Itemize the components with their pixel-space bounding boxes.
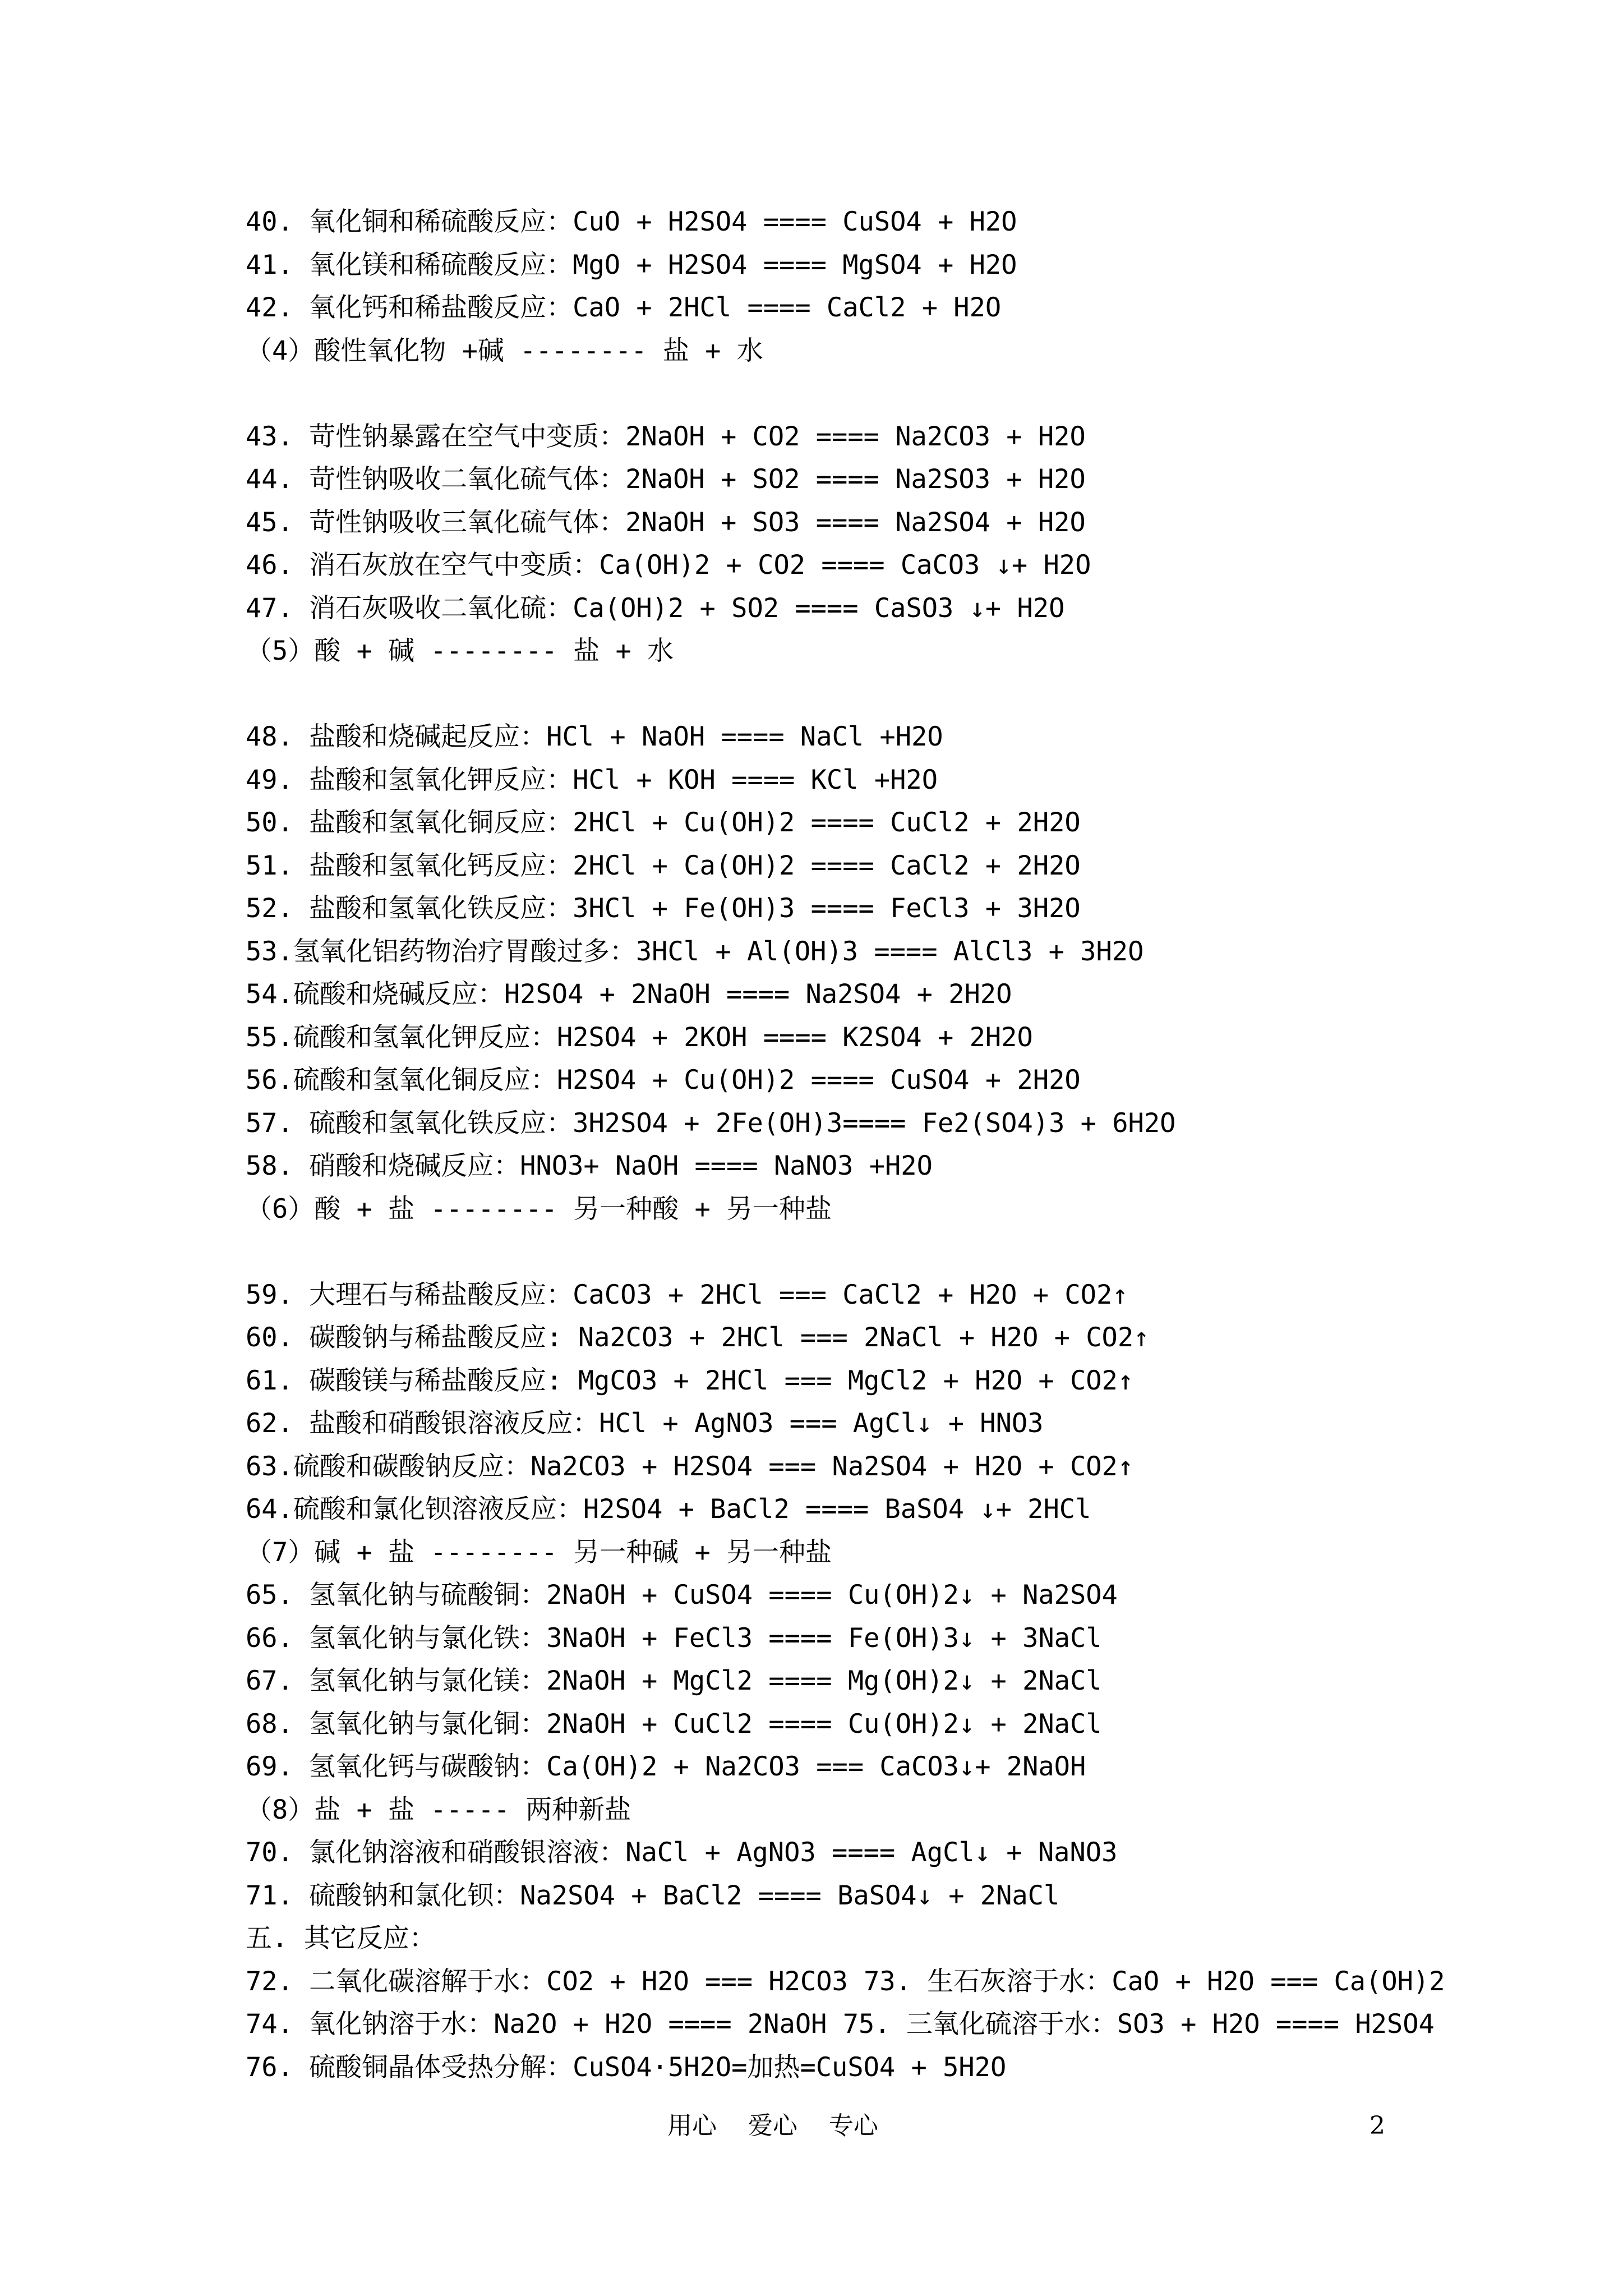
text-line: 66. 氢氧化钠与氯化铁：3NaOH + FeCl3 ==== Fe(OH)3↓ + 3NaCl bbox=[246, 1622, 1102, 1654]
text-line: （5）酸 + 碱 -------- 盐 + 水 bbox=[246, 636, 674, 666]
text-line: 48. 盐酸和烧碱起反应：HCl + NaOH ==== NaCl +H2O bbox=[246, 721, 943, 752]
text-line: 57. 硫酸和氢氧化铁反应：3H2SO4 + 2Fe(OH)3==== Fe2(SO4)3 + 6H2O bbox=[246, 1107, 1176, 1139]
blank-line bbox=[246, 372, 1423, 416]
text-line: 52. 盐酸和氢氧化铁反应：3HCl + Fe(OH)3 ==== FeCl3 + 3H2O bbox=[246, 893, 1081, 924]
text-line: 72. 二氧化碳溶解于水：CO2 + H2O === H2CO3 73. 生石灰溶于水：CaO + H2O === Ca(OH)2 bbox=[246, 1966, 1445, 1997]
text-line: 44. 苛性钠吸收二氧化硫气体：2NaOH + SO2 ==== Na2SO3 + H2O bbox=[246, 464, 1086, 495]
text-line: 43. 苛性钠暴露在空气中变质：2NaOH + CO2 ==== Na2CO3 + H2O bbox=[246, 421, 1086, 452]
text-line: 五. 其它反应： bbox=[246, 1923, 436, 1954]
text-line: 41. 氧化镁和稀硫酸反应：MgO + H2SO4 ==== MgSO4 + H2O bbox=[246, 249, 1017, 280]
text-line: 61. 碳酸镁与稀盐酸反应: MgCO3 + 2HCl === MgCl2 + H2O + CO2↑ bbox=[246, 1365, 1134, 1396]
text-line: 65. 氢氧化钠与硫酸铜：2NaOH + CuSO4 ==== Cu(OH)2↓ + Na2SO4 bbox=[246, 1580, 1118, 1611]
text-line: 63.硫酸和碳酸钠反应：Na2CO3 + H2SO4 === Na2SO4 + H2O + CO2↑ bbox=[246, 1451, 1134, 1482]
text-line: 54.硫酸和烧碱反应：H2SO4 + 2NaOH ==== Na2SO4 + 2H2O bbox=[246, 979, 1012, 1010]
text-line: （7）碱 + 盐 -------- 另一种碱 + 另一种盐 bbox=[246, 1536, 832, 1568]
text-line: 55.硫酸和氢氧化钾反应：H2SO4 + 2KOH ==== K2SO4 + 2H2O bbox=[246, 1022, 1033, 1053]
text-line: （6）酸 + 盐 -------- 另一种酸 + 另一种盐 bbox=[246, 1193, 832, 1225]
text-line: 47. 消石灰吸收二氧化硫：Ca(OH)2 + SO2 ==== CaSO3 ↓+ H2O bbox=[246, 592, 1065, 624]
page-footer bbox=[0, 2109, 1623, 2143]
equation-list bbox=[246, 201, 1445, 2089]
text-line: 68. 氢氧化钠与氯化铜：2NaOH + CuCl2 ==== Cu(OH)2↓ + 2NaCl bbox=[246, 1708, 1102, 1740]
text-line: 59. 大理石与稀盐酸反应：CaCO3 + 2HCl === CaCl2 + H2O + CO2↑ bbox=[246, 1279, 1128, 1310]
text-line: 53.氢氧化铝药物治疗胃酸过多：3HCl + Al(OH)3 ==== AlCl3 + 3H2O bbox=[246, 936, 1144, 967]
text-line: 45. 苛性钠吸收三氧化硫气体：2NaOH + SO3 ==== Na2SO4 + H2O bbox=[246, 507, 1086, 538]
text-line: 71. 硫酸钠和氯化钡：Na2SO4 + BaCl2 ==== BaSO4↓ + 2NaCl bbox=[246, 1880, 1060, 1911]
text-line: 49. 盐酸和氢氧化钾反应：HCl + KOH ==== KCl +H2O bbox=[246, 764, 938, 795]
text-line: 60. 碳酸钠与稀盐酸反应: Na2CO3 + 2HCl === 2NaCl + H2O + CO2↑ bbox=[246, 1322, 1150, 1353]
text-line: 46. 消石灰放在空气中变质：Ca(OH)2 + CO2 ==== CaCO3 ↓+ H2O bbox=[246, 550, 1091, 581]
text-line: 64.硫酸和氯化钡溶液反应：H2SO4 + BaCl2 ==== BaSO4 ↓+ 2HCl bbox=[246, 1494, 1091, 1525]
text-line: 56.硫酸和氢氧化铜反应：H2SO4 + Cu(OH)2 ==== CuSO4 + 2H2O bbox=[246, 1065, 1081, 1096]
text-line: 42. 氧化钙和稀盐酸反应：CaO + 2HCl ==== CaCl2 + H2O bbox=[246, 292, 1002, 323]
text-line: 40. 氧化铜和稀硫酸反应：CuO + H2SO4 ==== CuSO4 + H2O bbox=[246, 206, 1017, 237]
text-line: 51. 盐酸和氢氧化钙反应：2HCl + Ca(OH)2 ==== CaCl2 + 2H2O bbox=[246, 850, 1081, 881]
text-line: 67. 氢氧化钠与氯化镁：2NaOH + MgCl2 ==== Mg(OH)2↓ + 2NaCl bbox=[246, 1665, 1102, 1696]
text-line: 62. 盐酸和硝酸银溶液反应：HCl + AgNO3 === AgCl↓ + HNO3 bbox=[246, 1408, 1044, 1439]
text-line: 58. 硝酸和烧碱反应：HNO3+ NaOH ==== NaNO3 +H2O bbox=[246, 1151, 933, 1181]
text-line: 76. 硫酸铜晶体受热分解：CuSO4·5H2O=加热=CuSO4 + 5H2O bbox=[246, 2051, 1007, 2083]
text-line: 70. 氯化钠溶液和硝酸银溶液：NaCl + AgNO3 ==== AgCl↓ + NaNO3 bbox=[246, 1837, 1118, 1868]
text-line: 69. 氢氧化钙与碳酸钠：Ca(OH)2 + Na2CO3 === CaCO3↓+ 2NaOH bbox=[246, 1751, 1086, 1782]
text-line: （4）酸性氧化物 +碱 -------- 盐 + 水 bbox=[246, 335, 763, 366]
footer-motto: 用心 爱心 专心 bbox=[667, 2111, 878, 2140]
blank-line bbox=[246, 1231, 1423, 1274]
text-line: 50. 盐酸和氢氧化铜反应：2HCl + Cu(OH)2 ==== CuCl2 + 2H2O bbox=[246, 807, 1081, 838]
text-line: 74. 氧化钠溶于水：Na2O + H2O ==== 2NaOH 75. 三氧化硫溶于水：SO3 + H2O ==== H2SO4 bbox=[246, 2009, 1435, 2040]
text-line: （8）盐 + 盐 ----- 两种新盐 bbox=[246, 1794, 631, 1825]
page-number: 2 bbox=[1370, 2111, 1385, 2140]
blank-line bbox=[246, 673, 1423, 716]
